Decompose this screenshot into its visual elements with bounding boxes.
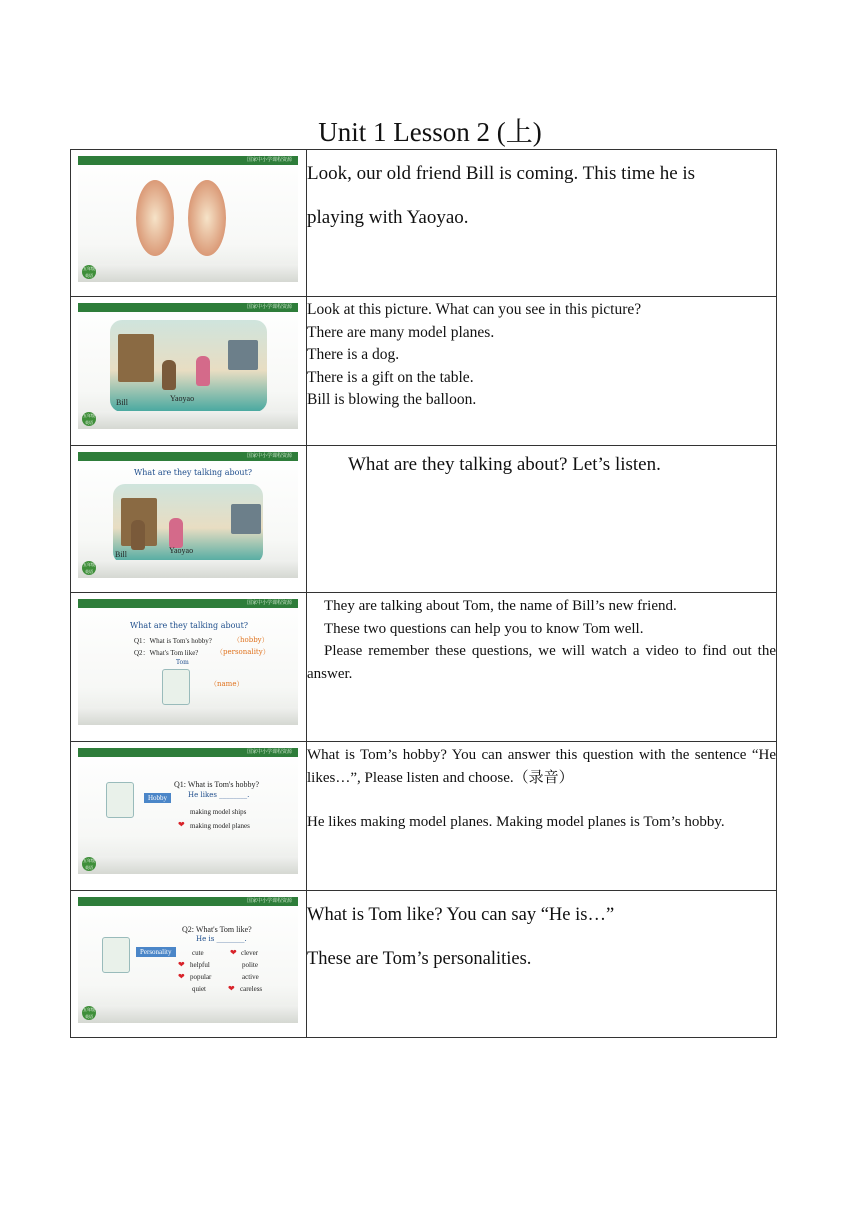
- heart-icon: ❤: [178, 960, 185, 969]
- row-text: Bill is blowing the balloon.: [307, 391, 477, 408]
- row-text: There is a dog.: [307, 346, 400, 363]
- bill-label: Bill: [116, 398, 129, 407]
- yaoyao-label: Yaoyao: [169, 546, 194, 555]
- table-row: [71, 742, 777, 891]
- row-text: These two questions can help you to know Tom well.: [324, 620, 644, 637]
- row-text: He likes making model planes. Making model planes is Tom’s hobby.: [307, 814, 725, 830]
- lesson-table: [70, 149, 777, 1038]
- row-text: playing with Yaoyao.: [307, 207, 469, 228]
- yaoyao-illustration: [188, 180, 226, 256]
- page-title: Unit 1 Lesson 2 (上): [318, 117, 542, 147]
- hobby-tag: Hobby: [144, 793, 171, 803]
- yaoyao-figure: [196, 356, 210, 386]
- heart-icon: ❤: [230, 948, 237, 957]
- row-text: They are talking about Tom, the name of Bill’s new friend.: [324, 598, 677, 614]
- slide-thumbnail: 国家中小学课程资源 What are they talking about? Bill Yaoyao 五年级英语: [78, 452, 298, 578]
- slide-thumbnail: 国家中小学课程资源 Bill Yaoyao 五年级英语: [78, 303, 298, 429]
- table-row: [71, 150, 777, 297]
- slide-header-text: 国家中小学课程资源: [246, 157, 292, 163]
- slide-question: What are they talking about?: [134, 468, 253, 477]
- slide-question: Q1: What is Tom's hobby?: [174, 780, 260, 789]
- yaoyao-label: Yaoyao: [170, 394, 195, 403]
- slide-thumbnail: 国家中小学课程资源 Q2: What's Tom like? He is ________. Personality cute ❤ clever ❤ helpful polite ❤ popular active quiet ❤ careless 五年级英语: [78, 897, 298, 1023]
- table-row: [71, 297, 777, 446]
- slide-thumbnail: 国家中小学课程资源 What are they talking about? Q1：What is Tom's hobby? （hobby） Q2：What's Tom like? （personality） Tom （name）: [78, 599, 298, 725]
- table-row: [71, 891, 777, 1038]
- bill-figure: [162, 360, 176, 390]
- heart-icon: ❤: [178, 972, 185, 981]
- row-text: There are many model planes.: [307, 323, 495, 341]
- bill-illustration: [136, 180, 174, 256]
- row-text: There is a gift on the table.: [307, 368, 474, 386]
- row-text: These are Tom’s personalities.: [307, 949, 532, 969]
- course-badge: 五年级英语: [83, 266, 95, 278]
- tom-illustration: [102, 937, 130, 973]
- table-row: [71, 446, 777, 593]
- slide-question: What are they talking about?: [130, 621, 249, 630]
- heart-icon: ❤: [178, 820, 185, 829]
- heart-icon: ❤: [228, 984, 235, 993]
- tom-illustration: [162, 669, 190, 705]
- row-text: Please remember these questions, we will watch a video to find out the answer.: [307, 643, 776, 682]
- personality-tag: Personality: [136, 947, 176, 957]
- classroom-scene: [113, 484, 263, 564]
- table-row: [71, 593, 777, 742]
- slide-thumbnail: [78, 156, 298, 282]
- row-text: What is Tom like? You can say “He is…”: [307, 905, 615, 925]
- row-text: What are they talking about? Let’s listen.: [348, 454, 661, 475]
- slide-question: Q2: What's Tom like?: [182, 925, 252, 934]
- row-text: Look at this picture. What can you see in this picture?: [307, 301, 642, 318]
- row-text: What is Tom’s hobby? You can answer this question with the sentence “He likes…”, Please listen and choose.（录音）: [307, 747, 776, 786]
- classroom-scene: [110, 320, 267, 412]
- tom-illustration: [106, 782, 134, 818]
- bill-label: Bill: [115, 550, 128, 559]
- slide-thumbnail: 国家中小学课程资源 Q1: What is Tom's hobby? Hobby He likes ________. making model ships ❤ making model planes 五年级英语: [78, 748, 298, 874]
- row-text: Look, our old friend Bill is coming. This time he is: [307, 163, 696, 184]
